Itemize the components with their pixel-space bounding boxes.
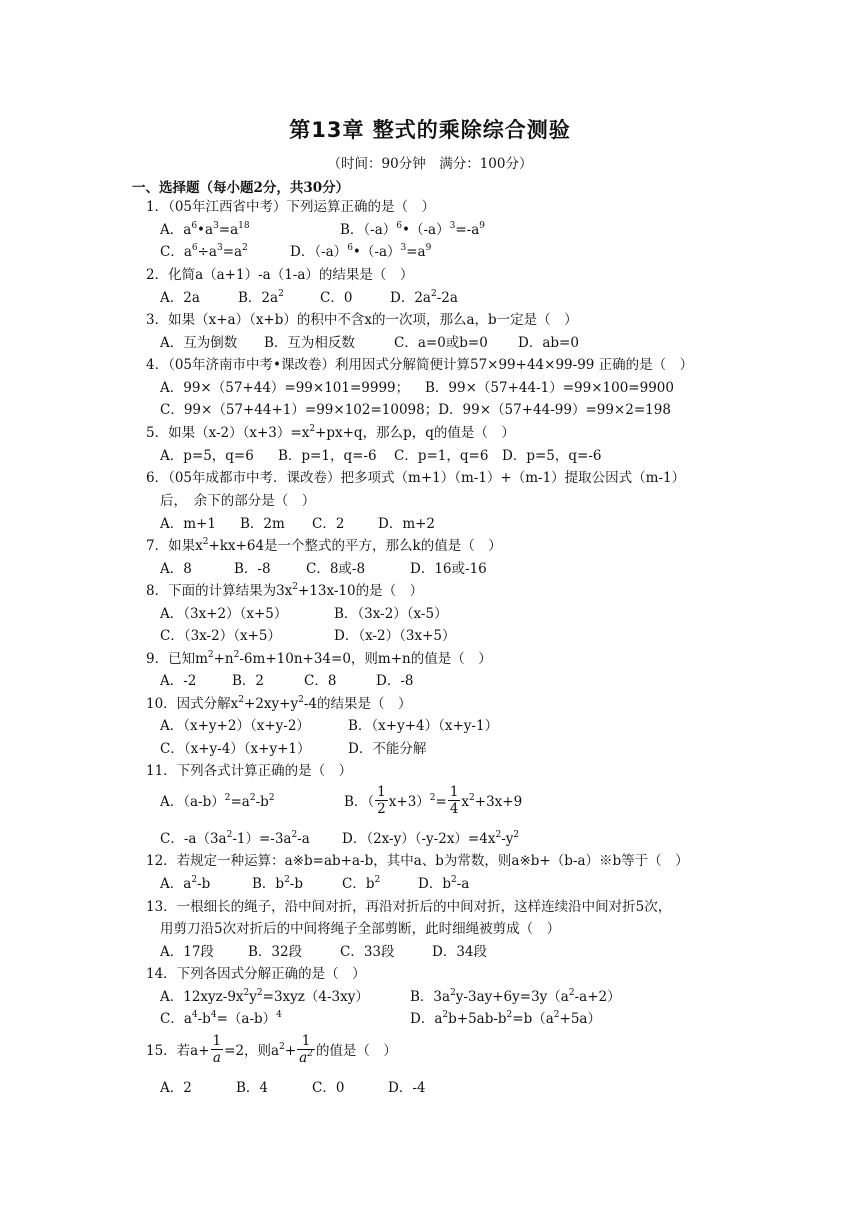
question-9-stem: 9．已知$m^2+n^2-6m+10n+34=0$，则m+n的值是（ ） bbox=[146, 650, 492, 667]
page-title: 第13章 整式的乘除综合测验 bbox=[289, 118, 571, 142]
question-13-options: A．17段 B．32段 C．33段 D．34段 bbox=[160, 944, 488, 960]
time-score-info: （时间：90分钟 满分：100分） bbox=[327, 156, 533, 172]
section-heading: 一、选择题（每小题2分，共30分） bbox=[132, 180, 350, 196]
question-15-stem: 15．若a+ $\frac{1}{a}$ =2，则$a^2+$ $\frac{1}{a^2}$ 的值是（ ） bbox=[146, 1033, 397, 1066]
question-10-options-cd: C．（x+y-4）（x+y+1） D．不能分解 bbox=[160, 741, 427, 757]
question-10-stem: 10．因式分解$x^2+2xy+y^2-4$的结果是（ ） bbox=[146, 695, 412, 712]
question-12-stem: 12．若规定一种运算：a※b=ab+a-b，其中a、b为常数，则a※b+（b-a）※b等于（ ） bbox=[146, 853, 689, 869]
question-8-options-ab: A．（3x+2）（x+5） B．（3x-2）（x-5） bbox=[160, 606, 448, 622]
question-6-stem-line2: 后， 余下的部分是（ ） bbox=[160, 493, 316, 509]
question-8-stem: 8．下面的计算结果为$3x^2+13x-10$的是（ ） bbox=[146, 582, 424, 599]
question-7-stem: 7．如果$x^2+kx+64$是一个整式的平方，那么k的值是（ ） bbox=[146, 537, 502, 554]
question-8-options-cd: C．（3x-2）（x+5） D．（x-2）（3x+5） bbox=[160, 628, 456, 644]
question-4-options-cd: C．99×（57+44+1）=99×102=10098；D．99×（57+44-99）=99×2=198 bbox=[160, 402, 671, 418]
question-5-options: A．p=5，q=6 B．p=1，q=-6 C．p=1，q=6 D．p=5，q=-6 bbox=[160, 448, 602, 464]
question-11-options-cd: C．$-a(3a^2-1)=-3a^2-a$ D．$(2x-y)(-y-2x)=4x^2-y^2$ bbox=[160, 830, 520, 847]
question-11-options-ab: A．$(a-b)^2=a^2-b^2$ B．（ $\frac{1}{2}$ x+3）$^2$= $\frac{1}{4}$ $x^2+3x+9$ bbox=[160, 784, 523, 817]
question-5-stem: 5．如果$(x-2)(x+3)=x^2+px+q$，那么p，q的值是（ ） bbox=[146, 424, 515, 441]
question-15-options: A．2 B．4 C．0 D．-4 bbox=[160, 1080, 426, 1096]
question-14-options-ab: A．$12xyz-9x^2y^2=3xyz(4-3xy)$ B．$3a^2y-3ay+6y=3y(a^2-a+2)$ bbox=[160, 988, 621, 1005]
question-4-options-ab: A．99×（57+44）=99×101=9999； B．99×（57+44-1）=99×100=9900 bbox=[160, 380, 674, 396]
question-9-options: A．-2 B．2 C．8 D．-8 bbox=[160, 673, 414, 689]
question-3-options: A．互为倒数 B．互为相反数 C．a=0或b=0 D．ab=0 bbox=[160, 335, 579, 351]
question-13-stem-line1: 13．一根细长的绳子，沿中间对折，再沿对折后的中间对折，这样连续沿中间对折5次， bbox=[146, 899, 672, 915]
question-1-options-ab: A．$a^6•a^3=a^{18}$ B．$(-a)^6•(-a)^3=-a^9$ bbox=[160, 221, 485, 238]
question-7-options: A．8 B．-8 C．8或-8 D．16或-16 bbox=[160, 561, 487, 577]
question-14-options-cd: C．$a^4-b^4=(a-b)^4$ D．$a^2b+5ab-b^2=b(a^2+5a)$ bbox=[160, 1010, 601, 1027]
question-4-stem: 4．（05年济南市中考•课改卷）利用因式分解简便计算57×99+44×99-99 正确的是（ ） bbox=[146, 357, 694, 373]
question-2-options: A．2a B．$2a^2$ C．0 D．$2a^2-2a$ bbox=[160, 289, 458, 306]
question-11-stem: 11．下列各式计算正确的是（ ） bbox=[146, 763, 353, 779]
question-2-stem: 2．化简a（a+1）-a（1-a）的结果是（ ） bbox=[146, 267, 414, 283]
question-1-stem: 1．（05年江西省中考）下列运算正确的是（ ） bbox=[146, 199, 436, 215]
question-10-options-ab: A．（x+y+2）（x+y-2） B．（x+y+4）（x+y-1） bbox=[160, 718, 499, 734]
question-1-options-cd: C．$a^6\div a^3=a^2$ D．$(-a)^6•(-a)^3=a^9$ bbox=[160, 243, 432, 260]
question-12-options: A．$a^2-b$ B．$b^2-b$ C．$b^2$ D．$b^2-a$ bbox=[160, 875, 470, 892]
question-6-stem-line1: 6．（05年成都市中考．课改卷）把多项式（m+1）（m-1）+（m-1）提取公因式（m-1） bbox=[146, 470, 686, 486]
question-3-stem: 3．如果（x+a）（x+b）的积中不含x的一次项，那么a，b一定是（ ） bbox=[146, 312, 578, 328]
question-6-options: A．m+1 B．2m C．2 D．m+2 bbox=[160, 516, 436, 532]
question-13-stem-line2: 用剪刀沿5次对折后的中间将绳子全部剪断，此时细绳被剪成（ ） bbox=[160, 921, 561, 937]
question-14-stem: 14．下列各因式分解正确的是（ ） bbox=[146, 966, 366, 982]
